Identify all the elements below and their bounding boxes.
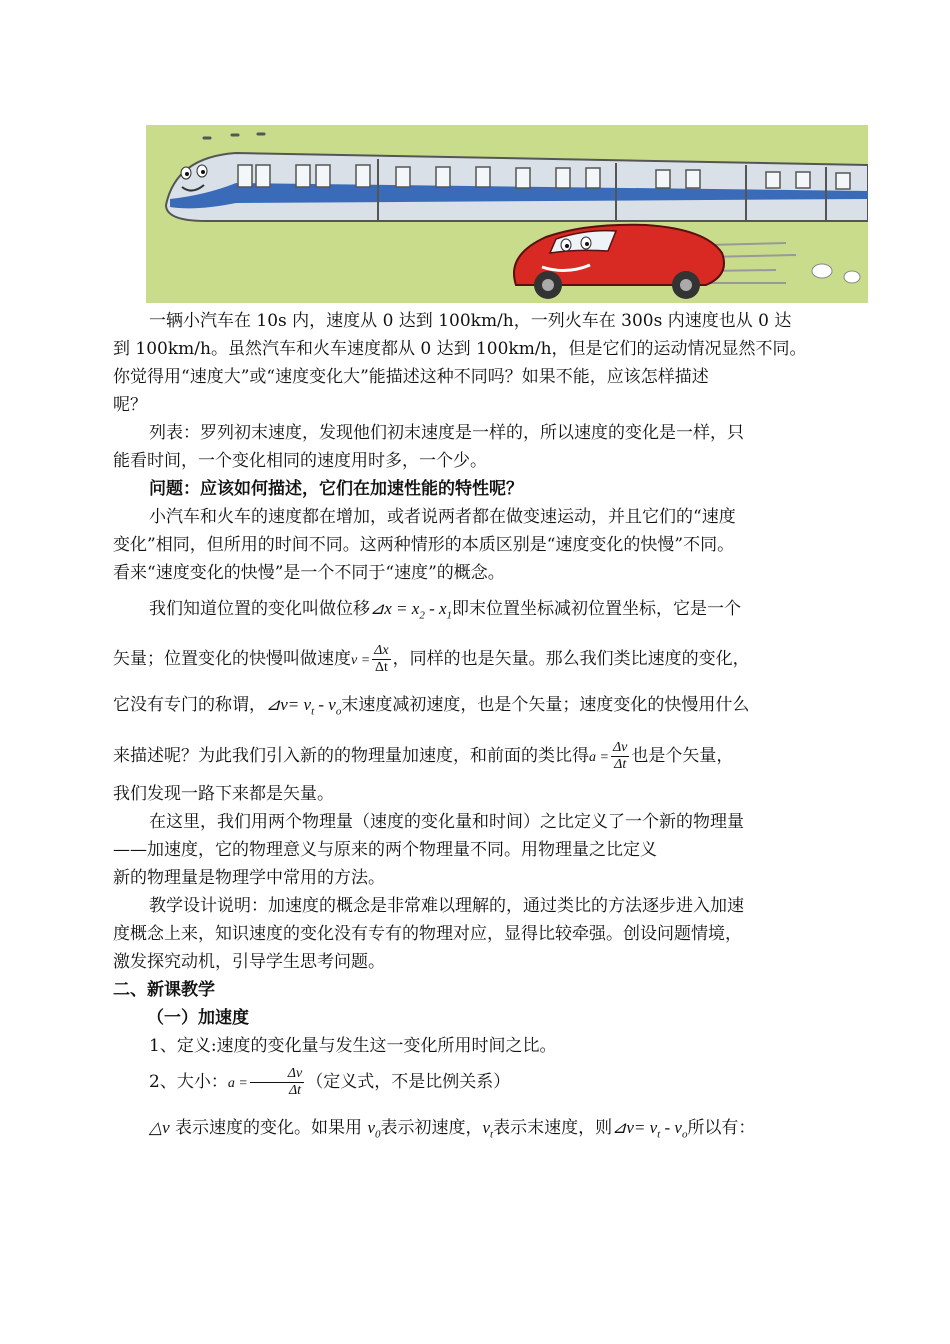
text-run: 表示末速度，则 bbox=[493, 1117, 613, 1138]
fraction-denominator: Δt bbox=[288, 1082, 302, 1098]
delta-v-explanation bbox=[113, 1106, 870, 1156]
intro-line-2: 到 100km/h。虽然汽车和火车速度都从 0 达到 100km/h，但是它们的运动情况显然不同。 bbox=[113, 339, 807, 359]
intro-line-3: 你觉得用“速度大”或“速度变化大”能描述这种不同吗？如果不能，应该怎样描述 bbox=[113, 367, 709, 387]
acceleration-symbol: a = bbox=[227, 1075, 248, 1091]
formula-run: - x bbox=[424, 599, 447, 618]
subscript: t bbox=[311, 705, 315, 718]
acceleration-symbol: a = bbox=[589, 749, 609, 765]
compare-line-1: 小汽车和火车的速度都在增加，或者说两者都在做变速运动，并且它们的“速度 bbox=[149, 507, 736, 527]
magnitude-item bbox=[113, 1060, 870, 1106]
text-run: 矢量；位置变化的快慢叫做速度 bbox=[113, 649, 351, 670]
definition-item: 1、定义:速度的变化量与发生这一变化所用时间之比。 bbox=[149, 1035, 557, 1056]
text-run: 来描述呢？为此我们引入新的的物理量加速度，和前面的类比得 bbox=[113, 745, 589, 766]
magnitude-fraction bbox=[250, 1066, 304, 1099]
compare-line-2: 变化”相同，但所用的时间不同。这两种情形的本质区别是“速度变化的快慢”不同。 bbox=[113, 535, 735, 555]
text-run: ，同样的也是矢量。那么我们类比速度的变化， bbox=[392, 649, 750, 670]
velocity-fraction bbox=[372, 643, 390, 676]
acceleration-line bbox=[113, 734, 870, 780]
subscript: o bbox=[681, 1128, 688, 1141]
displacement-line bbox=[113, 587, 870, 637]
fraction-numerator: Δv bbox=[250, 1066, 304, 1083]
formula-run: - v bbox=[660, 1117, 682, 1137]
text-run: 表示速度的变化。如果用 bbox=[169, 1117, 368, 1138]
acceleration-fraction bbox=[611, 740, 629, 773]
intro-line-1: 一辆小汽车在 10s 内，速度从 0 达到 100km/h，一列火车在 300s 内速度也从 0 达 bbox=[149, 311, 792, 331]
velocity-symbol: v = bbox=[351, 653, 371, 669]
train-and-car-icon bbox=[146, 125, 868, 303]
subscript: t bbox=[490, 1128, 494, 1141]
text-run: 表示初速度， bbox=[380, 1117, 483, 1138]
body-text bbox=[113, 307, 870, 1156]
question-heading: 问题：应该如何描述，它们在加速性能的特性呢？ bbox=[149, 479, 523, 499]
subscript: 0 bbox=[374, 1128, 381, 1141]
design-note-line-3: 激发探究动机，引导学生思考问题。 bbox=[113, 951, 385, 972]
text-run: 末速度减初速度，也是个矢量；速度变化的快慢用什么 bbox=[341, 695, 750, 716]
definition-line-3: 新的物理量是物理学中常用的方法。 bbox=[113, 867, 385, 888]
vt-symbol: v bbox=[482, 1117, 491, 1137]
section-heading: 二、新课教学 bbox=[113, 979, 215, 1000]
list-line-2: 能看时间，一个变化相同的速度用时多，一个少。 bbox=[113, 451, 487, 471]
text-run: （定义式，不是比例关系） bbox=[306, 1071, 511, 1092]
subsection-heading: （一）加速度 bbox=[147, 1007, 249, 1028]
definition-line-1: 在这里，我们用两个物理量（速度的变化量和时间）之比定义了一个新的物理量 bbox=[149, 811, 744, 832]
text-run: 它没有专门的称谓， bbox=[113, 695, 266, 716]
design-note-line-2: 度概念上来，知识速度的变化没有专有的物理对应，显得比较牵强。创设问题情境， bbox=[113, 923, 742, 944]
fraction-denominator: Δt bbox=[614, 756, 627, 772]
intro-line-4: 呢？ bbox=[113, 395, 147, 415]
delta-v-formula: ⊿v= v bbox=[612, 1117, 658, 1137]
text-run: 所以有： bbox=[687, 1117, 756, 1138]
fraction-denominator: Δt bbox=[374, 660, 388, 676]
fraction-numerator: Δx bbox=[374, 643, 389, 659]
definition-line-2: ——加速度，它的物理意义与原来的两个物理量不同。用物理量之比定义 bbox=[113, 839, 657, 860]
v0-symbol: v bbox=[367, 1117, 375, 1137]
text-run: 我们知道位置的变化叫做位移 bbox=[149, 599, 370, 619]
delta-v-symbol: △v bbox=[149, 1117, 170, 1137]
subscript: 2 bbox=[419, 609, 425, 622]
subscript: o bbox=[335, 705, 342, 718]
compare-line-3: 看来“速度变化的快慢”是一个不同于“速度”的概念。 bbox=[113, 563, 505, 583]
velocity-line bbox=[113, 637, 870, 683]
delta-v-formula: ⊿v= v bbox=[266, 695, 312, 715]
subscript: 1 bbox=[446, 609, 453, 622]
delta-x-formula: ⊿x = x bbox=[370, 599, 420, 618]
subscript: t bbox=[657, 1128, 661, 1141]
design-note-line-1: 教学设计说明：加速度的概念是非常难以理解的，通过类比的方法逐步进入加速 bbox=[149, 895, 744, 916]
train-car-illustration bbox=[146, 125, 868, 303]
delta-v-line bbox=[113, 683, 870, 733]
vector-line: 我们发现一路下来都是矢量。 bbox=[113, 783, 334, 804]
list-line-1: 列表：罗列初末速度，发现他们初末速度是一样的，所以速度的变化是一样，只 bbox=[149, 423, 744, 443]
text-run: 2、大小： bbox=[149, 1071, 228, 1092]
formula-run: - v bbox=[314, 695, 336, 715]
fraction-numerator: Δv bbox=[612, 739, 628, 755]
text-run: 也是个矢量， bbox=[631, 745, 734, 766]
text-run: 即末位置坐标减初位置坐标，它是一个 bbox=[452, 599, 742, 619]
document-page bbox=[113, 125, 870, 1156]
